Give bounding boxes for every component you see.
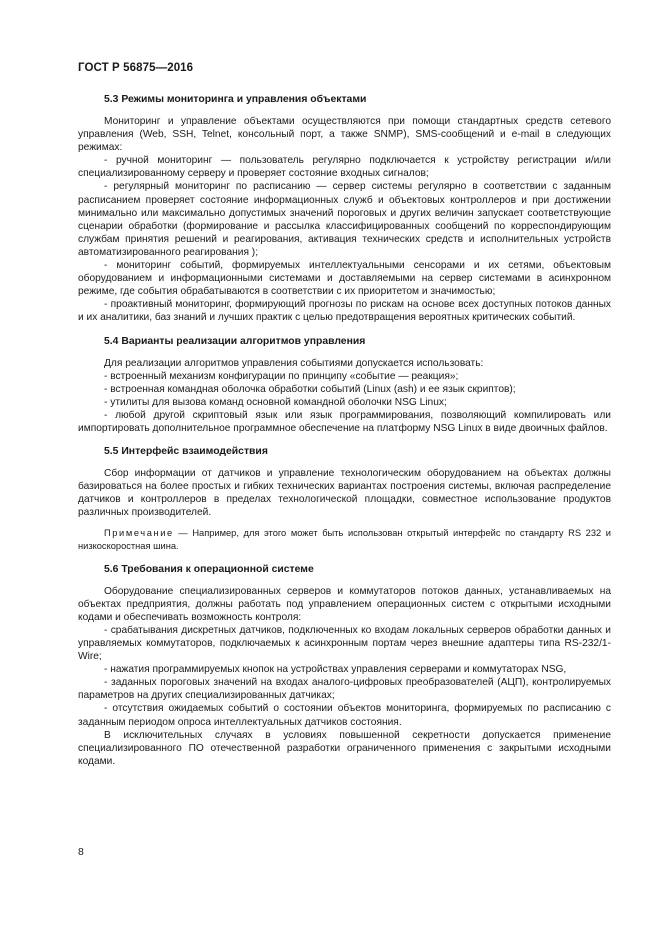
- note-label: Примечание: [104, 528, 174, 539]
- note-text: — Например, для этого может быть использован открытый интерфейс по стандарту RS 232 и низкоскоростная шина.: [78, 528, 611, 552]
- page-body: [78, 93, 611, 768]
- list-item: - ручной мониторинг — пользователь регулярно подключается к устройству регистрации и/или специализированному серверу и проверяет состояние входных сигналов;: [78, 155, 611, 180]
- page-number: 8: [78, 846, 84, 858]
- paragraph: Для реализации алгоритмов управления событиями допускается использовать:: [104, 357, 484, 369]
- list-item: - любой другой скриптовый язык или язык программирования, позволяющий компилировать или импортировать дополнительное программное обеспечение на платформу NSG Linux в виде двоичных файлов.: [78, 409, 611, 434]
- paragraph: Мониторинг и управление объектами осуществляются при помощи стандартных средств сетевого управления (Web, SSH, Telnet, консольный порт, а также SNMP), SMS-сообщений и e-mail в следующих режимах:: [78, 116, 611, 154]
- paragraph: В исключительных случаях в условиях повышенной секретности допускается применение специализированного ПО отечественной разработки ограниченного применения с закрытыми исходными кодами.: [78, 729, 611, 767]
- list-item: - мониторинг событий, формируемых интеллектуальными сенсорами и их сетями, объектовым оборудованием и информационными системами и доставляемыми на сервер системами в асинхронном режиме, где события обрабатываются в соответствии с их приоритетом и значимостью;: [78, 260, 611, 298]
- list-item: - утилиты для вызова команд основной командной оболочки NSG Linux;: [104, 396, 447, 408]
- document-header: ГОСТ Р 56875—2016: [78, 62, 194, 74]
- list-item: - проактивный мониторинг, формирующий прогнозы по рискам на основе всех доступных потоков данных и их аналитики, баз знаний и лучших практик с целью предотвращения вероятных критических событий.: [78, 299, 611, 324]
- paragraph: Сбор информации от датчиков и управление технологическим оборудованием на объектах должны базироваться на более простых и гибких технических вариантах построения системы, включая распределение датчиков и контроллеров в пределах технологической площадки, совместное использование продуктов различных производителей.: [78, 468, 611, 519]
- list-item: - встроенная командная оболочка обработки событий (Linux (ash) и ее язык скриптов);: [104, 383, 516, 395]
- list-item: - отсутствия ожидаемых событий о состоянии объектов мониторинга, формируемых по расписанию с заданным периодом опроса интеллектуальных датчиков состояния.: [78, 703, 611, 728]
- list-item: - встроенный механизм конфигурации по принципу «событие — реакция»;: [104, 370, 459, 382]
- list-item: - заданных пороговых значений на входах аналого-цифровых преобразователей (АЦП), контролируемых параметров на других специализированных датчиках;: [78, 677, 611, 702]
- list-item: - регулярный мониторинг по расписанию — сервер системы регулярно в соответствии с заданным расписанием проверяет состояние информационных служб и объектовых контроллеров и при достижении минимально или максимально допустимых значений пороговых и других величин запускает соответствующие сценарии обработки (формирование и рассылка классифицированных сообщений по корреспондирующим службам принятия решений и реагирования, активация технических средств и исполнительных устройств автоматизированного реагирования );: [78, 181, 611, 258]
- list-item: - нажатия программируемых кнопок на устройствах управления серверами и коммутаторах NSG,: [104, 664, 567, 676]
- section-title: 5.3 Режимы мониторинга и управления объектами: [104, 94, 367, 105]
- section-title: 5.6 Требования к операционной системе: [104, 563, 314, 575]
- section-title: 5.4 Варианты реализации алгоритмов управления: [104, 335, 366, 347]
- paragraph: Оборудование специализированных серверов и коммутаторов потоков данных, устанавливаемых на объектах предприятия, должны работать под управлением операционных систем с открытыми исходными кодами и обеспечивать возможность контроля:: [78, 585, 611, 623]
- note: [78, 527, 611, 552]
- list-item: - срабатывания дискретных датчиков, подключенных ко входам локальных серверов обработки данных и управляемых коммутаторов, подключаемых к асинхронным портам через внешние адаптеры типа RS-232/1-Wire;: [78, 624, 611, 663]
- section-title: 5.5 Интерфейс взаимодействия: [104, 446, 268, 458]
